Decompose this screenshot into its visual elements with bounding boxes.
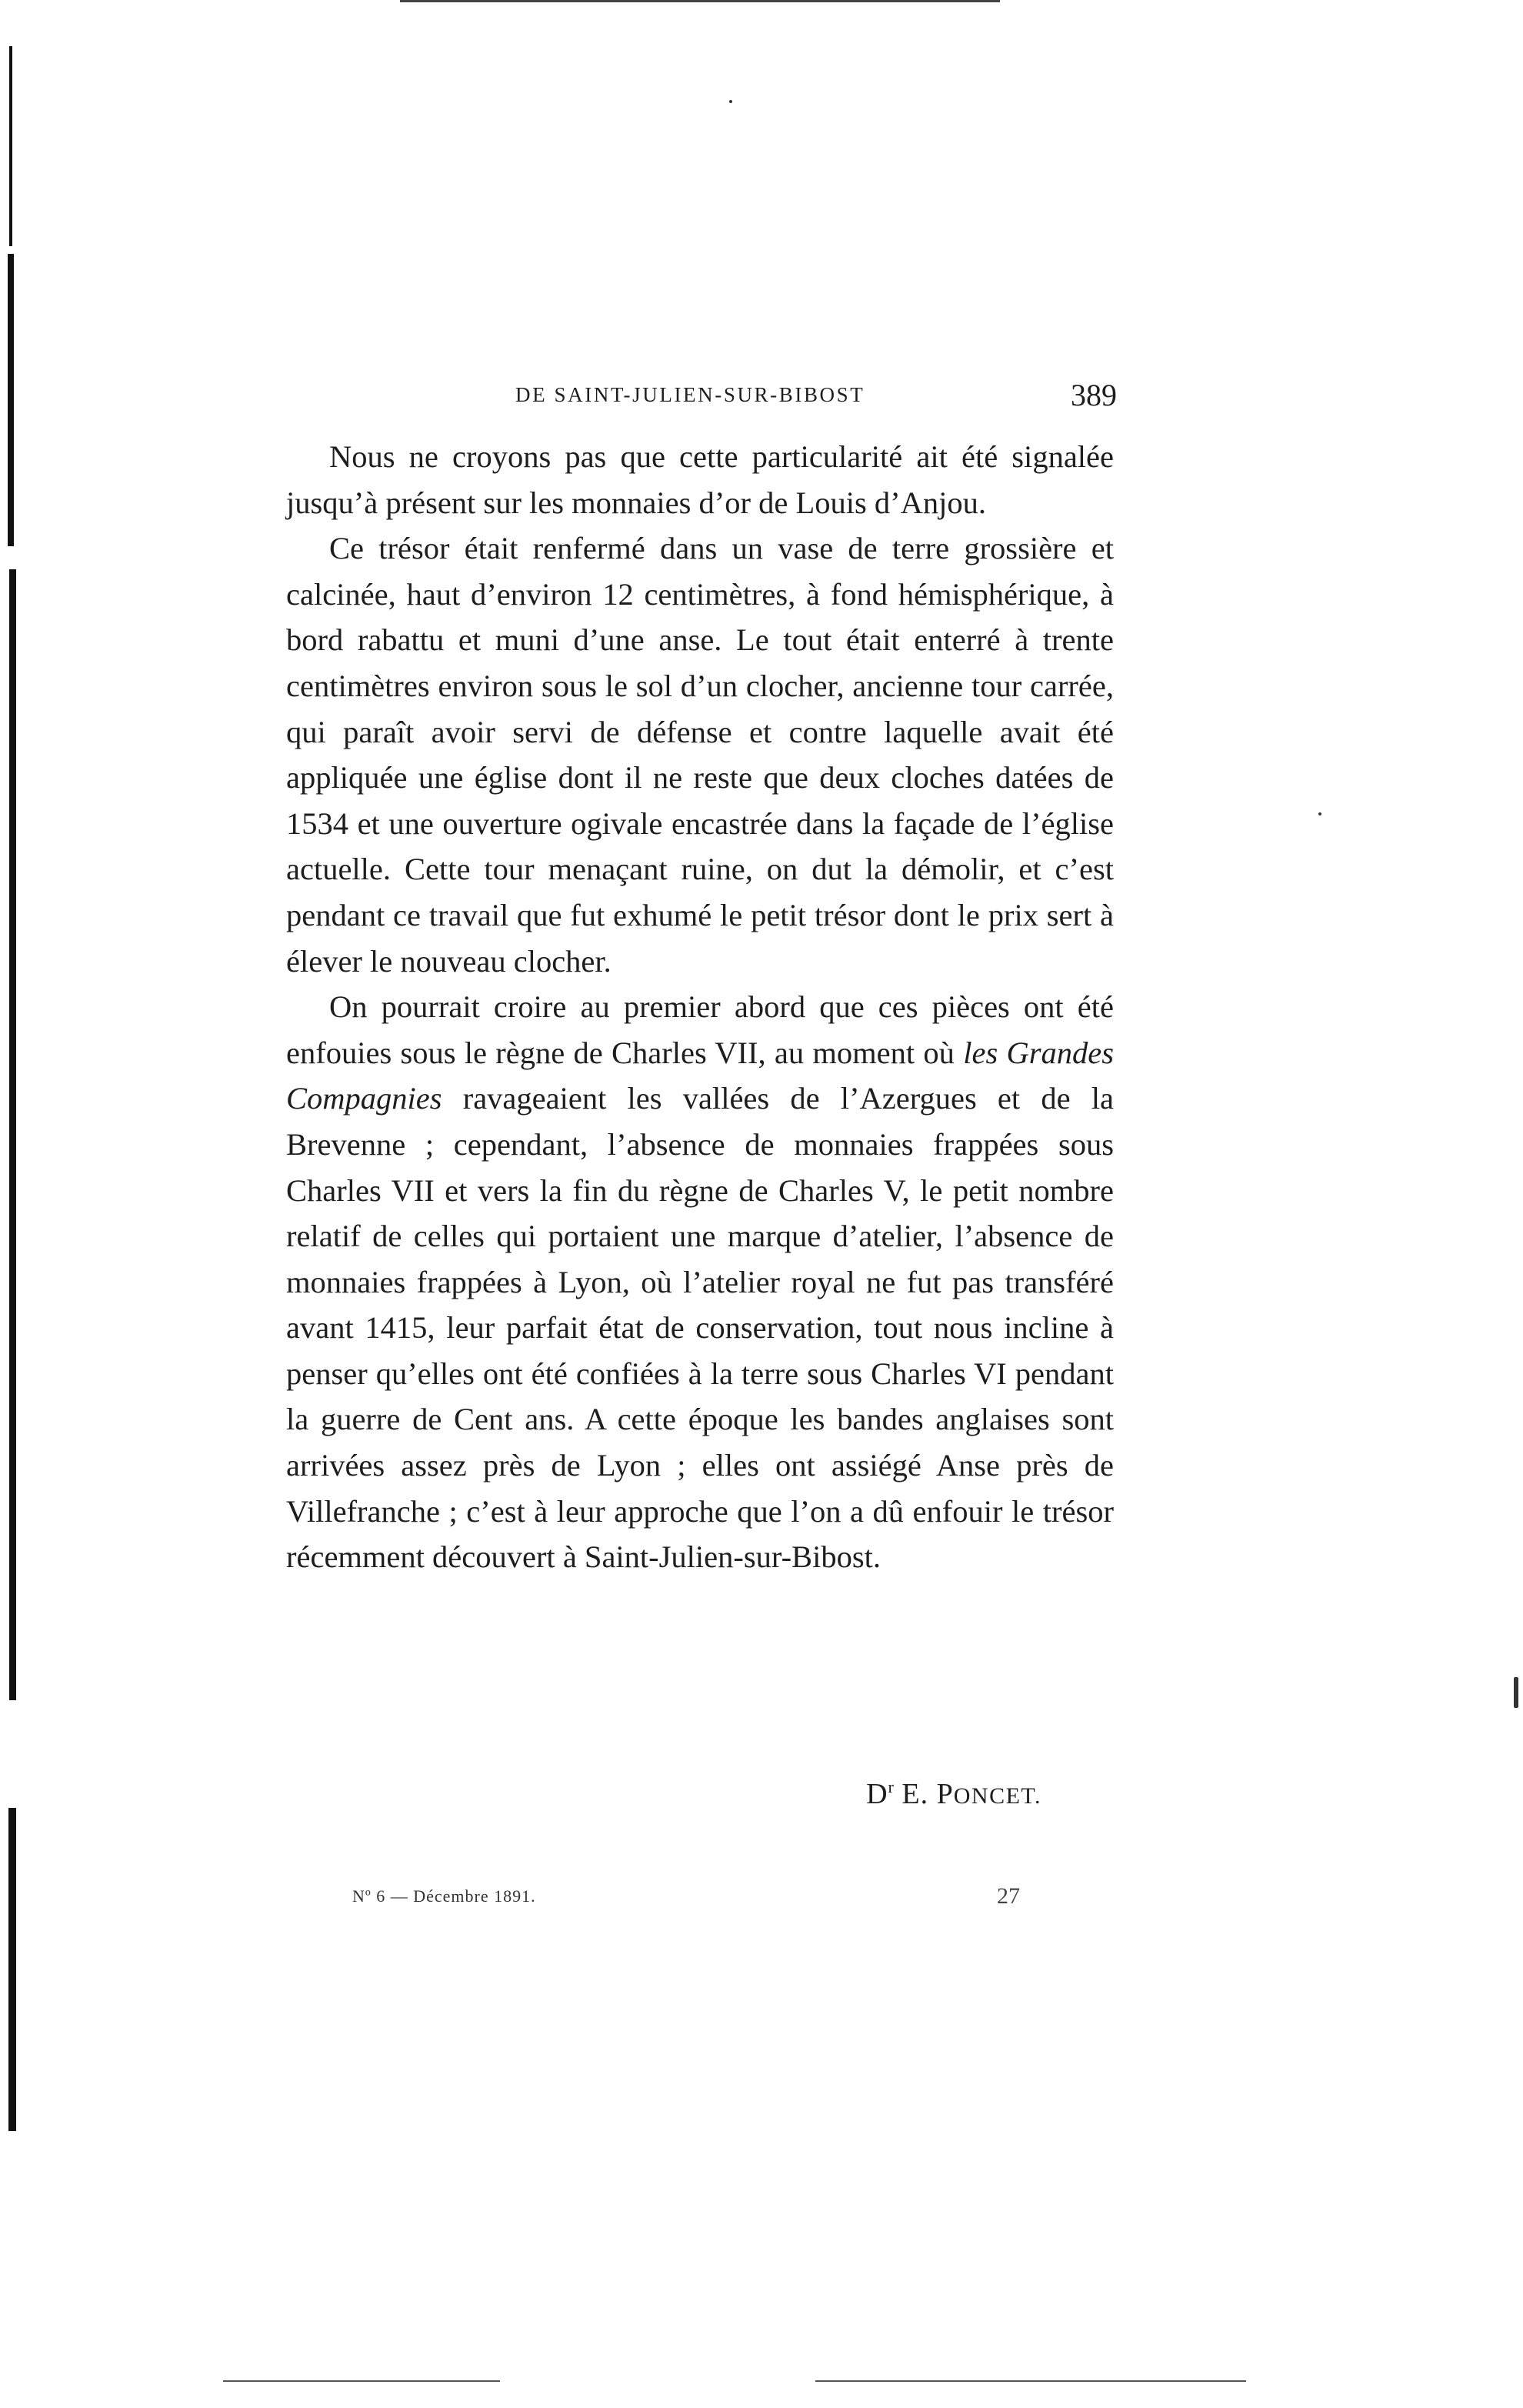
signature-title-superscript: r xyxy=(888,1777,894,1796)
running-head xyxy=(286,377,1117,423)
signature-name-rest: ONCET. xyxy=(953,1783,1041,1809)
signature-title: D xyxy=(866,1778,888,1810)
paragraph-1-text: Nous ne croyons pas que cette particularité ait été signalée jusqu’à présent sur les monnaies d’or de Louis d’Anjou. xyxy=(286,439,1114,520)
bottom-edge-rule-left xyxy=(223,2380,500,2382)
signature-initial: E. xyxy=(901,1778,929,1810)
paragraph-2 xyxy=(286,525,1114,984)
top-edge-rule xyxy=(400,0,1000,2)
body-text xyxy=(286,434,1114,1580)
paragraph-3-italic-phrase: les Grandes Compagnies xyxy=(286,1035,1114,1116)
running-title: DE SAINT-JULIEN-SUR-BIBOST xyxy=(515,383,865,406)
signature-name-first-letter: P xyxy=(936,1778,954,1810)
author-signature xyxy=(866,1777,1041,1811)
paragraph-3-text-after: ravageaient les vallées de l’Azergues et de la Brevenne ; cependant, l’absence de monnaies frappées sous Charles VII et vers la fin du règne de Charles V, le petit nombre relatif de celles qui portaient une marque d’atelier, l’absence de monnaies frappées à Lyon, où l’atelier royal ne fut pas transféré avant 1415, leur parfait état de conservation, tout nous incline à penser qu’elles ont été confiées à la terre sous Charles VI pendant la guerre de Cent ans. A cette époque les bandes anglaises sont arrivées assez près de Lyon ; elles ont assiégé Anse près de Villefranche ; c’est à leur approche que l’on a dû enfouir le trésor récemment découvert à Saint-Julien-sur-Bibost. xyxy=(286,1081,1114,1575)
scan-speck xyxy=(1318,812,1321,815)
page-number: 389 xyxy=(1071,378,1117,412)
bottom-edge-rule-right xyxy=(815,2380,1246,2382)
paragraph-1 xyxy=(286,434,1114,525)
issue-mark: Nº 6 — Décembre 1891. xyxy=(352,1886,536,1906)
paragraph-3-text-before: On pourrait croire au premier abord que ces pièces ont été enfouies sous le règne de Charles VII, au moment où xyxy=(286,989,1114,1070)
binding-shadow xyxy=(0,0,18,2408)
sheet-signature-number: 27 xyxy=(997,1883,1020,1909)
paragraph-3 xyxy=(286,984,1114,1580)
paragraph-2-text: Ce trésor était renfermé dans un vase de terre grossière et calcinée, haut d’environ 12 centimètres, à fond hémisphérique, à bord rabattu et muni d’une anse. Le tout était enterré à trente centimètres environ sous le sol d’un clocher, ancienne tour carrée, qui paraît avoir servi de défense et contre laquelle avait été appliquée une église dont il ne reste que deux cloches datées de 1534 et une ouverture ogivale encastrée dans la façade de l’église actuelle. Cette tour menaçant ruine, on dut la démolir, et c’est pendant ce travail que fut exhumé le petit trésor dont le prix sert à élever le nouveau clocher. xyxy=(286,531,1114,979)
scan-speck xyxy=(1514,1677,1518,1708)
scan-speck xyxy=(729,100,732,103)
